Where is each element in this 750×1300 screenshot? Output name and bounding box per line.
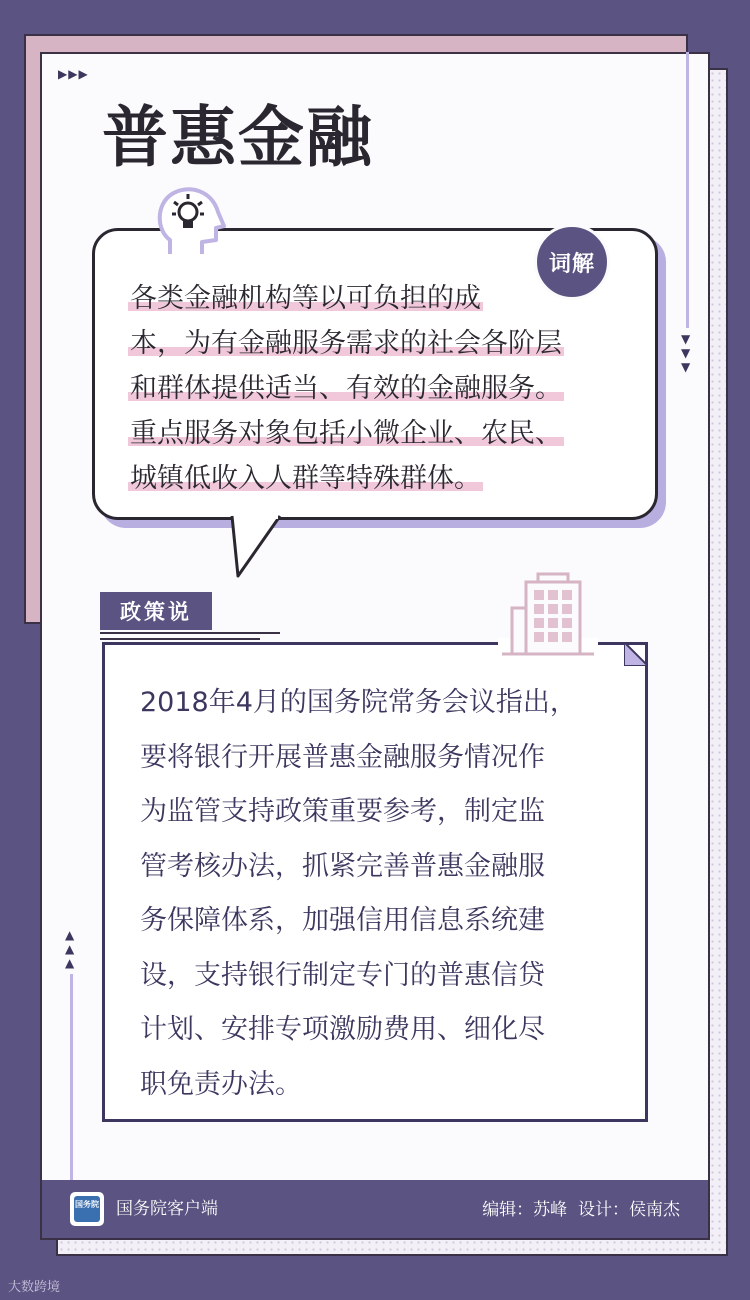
- policy-line: 2018年4月的国务院常务会议指出，: [140, 687, 577, 718]
- policy-line: 职免责办法。: [140, 1068, 302, 1100]
- policy-line: 务保障体系，加强信用信息系统建: [140, 905, 545, 936]
- definition-line: 重点服务对象包括小微企业、农民、: [130, 418, 562, 449]
- triangle-arrows-icon: ▶▶▶: [58, 67, 89, 81]
- page-title: 普惠金融: [102, 99, 374, 176]
- definition-line: 城镇低收入人群等特殊群体。: [130, 463, 481, 494]
- policy-line: 要将银行开展普惠金融服务情况作: [140, 741, 545, 773]
- policy-line: 设，支持银行制定专门的普惠信贷: [140, 959, 545, 991]
- definition-line: 各类金融机构等以可负担的成: [130, 283, 481, 314]
- divider: [100, 632, 280, 634]
- watermark: 大数跨境: [8, 1280, 61, 1295]
- policy-line: 管考核办法，抓紧完善普惠金融服: [140, 850, 545, 882]
- decor-line-left: [70, 974, 73, 1180]
- definition-line: 本，为有金融服务需求的社会各阶层: [130, 328, 562, 359]
- decor-line-right: [686, 52, 689, 328]
- folded-corner: [624, 642, 648, 666]
- definition-badge: 词解: [534, 224, 610, 300]
- policy-line: 计划、安排专项激励费用、细化尽: [140, 1014, 545, 1045]
- triangle-arrows-icon: ▲ ▲ ▲: [65, 928, 76, 970]
- gov-logo-mark: 国务院: [74, 1196, 100, 1222]
- footer-credits: 编辑：苏峰 设计：侯南杰: [482, 1200, 680, 1220]
- bubble-tail: [228, 514, 284, 580]
- footer-source: 国务院客户端: [116, 1199, 218, 1219]
- policy-line: 为监管支持政策重要参考，制定监: [140, 796, 545, 827]
- definition-line: 和群体提供适当、有效的金融服务。: [130, 373, 562, 404]
- triangle-arrows-icon: ▼ ▼ ▼: [681, 332, 692, 374]
- divider: [100, 638, 260, 640]
- policy-tab: 政策说: [100, 592, 212, 630]
- lightbulb-head-icon: [150, 182, 230, 264]
- policy-text: [140, 676, 620, 1112]
- building-icon: [498, 572, 598, 662]
- definition-text: [128, 276, 648, 501]
